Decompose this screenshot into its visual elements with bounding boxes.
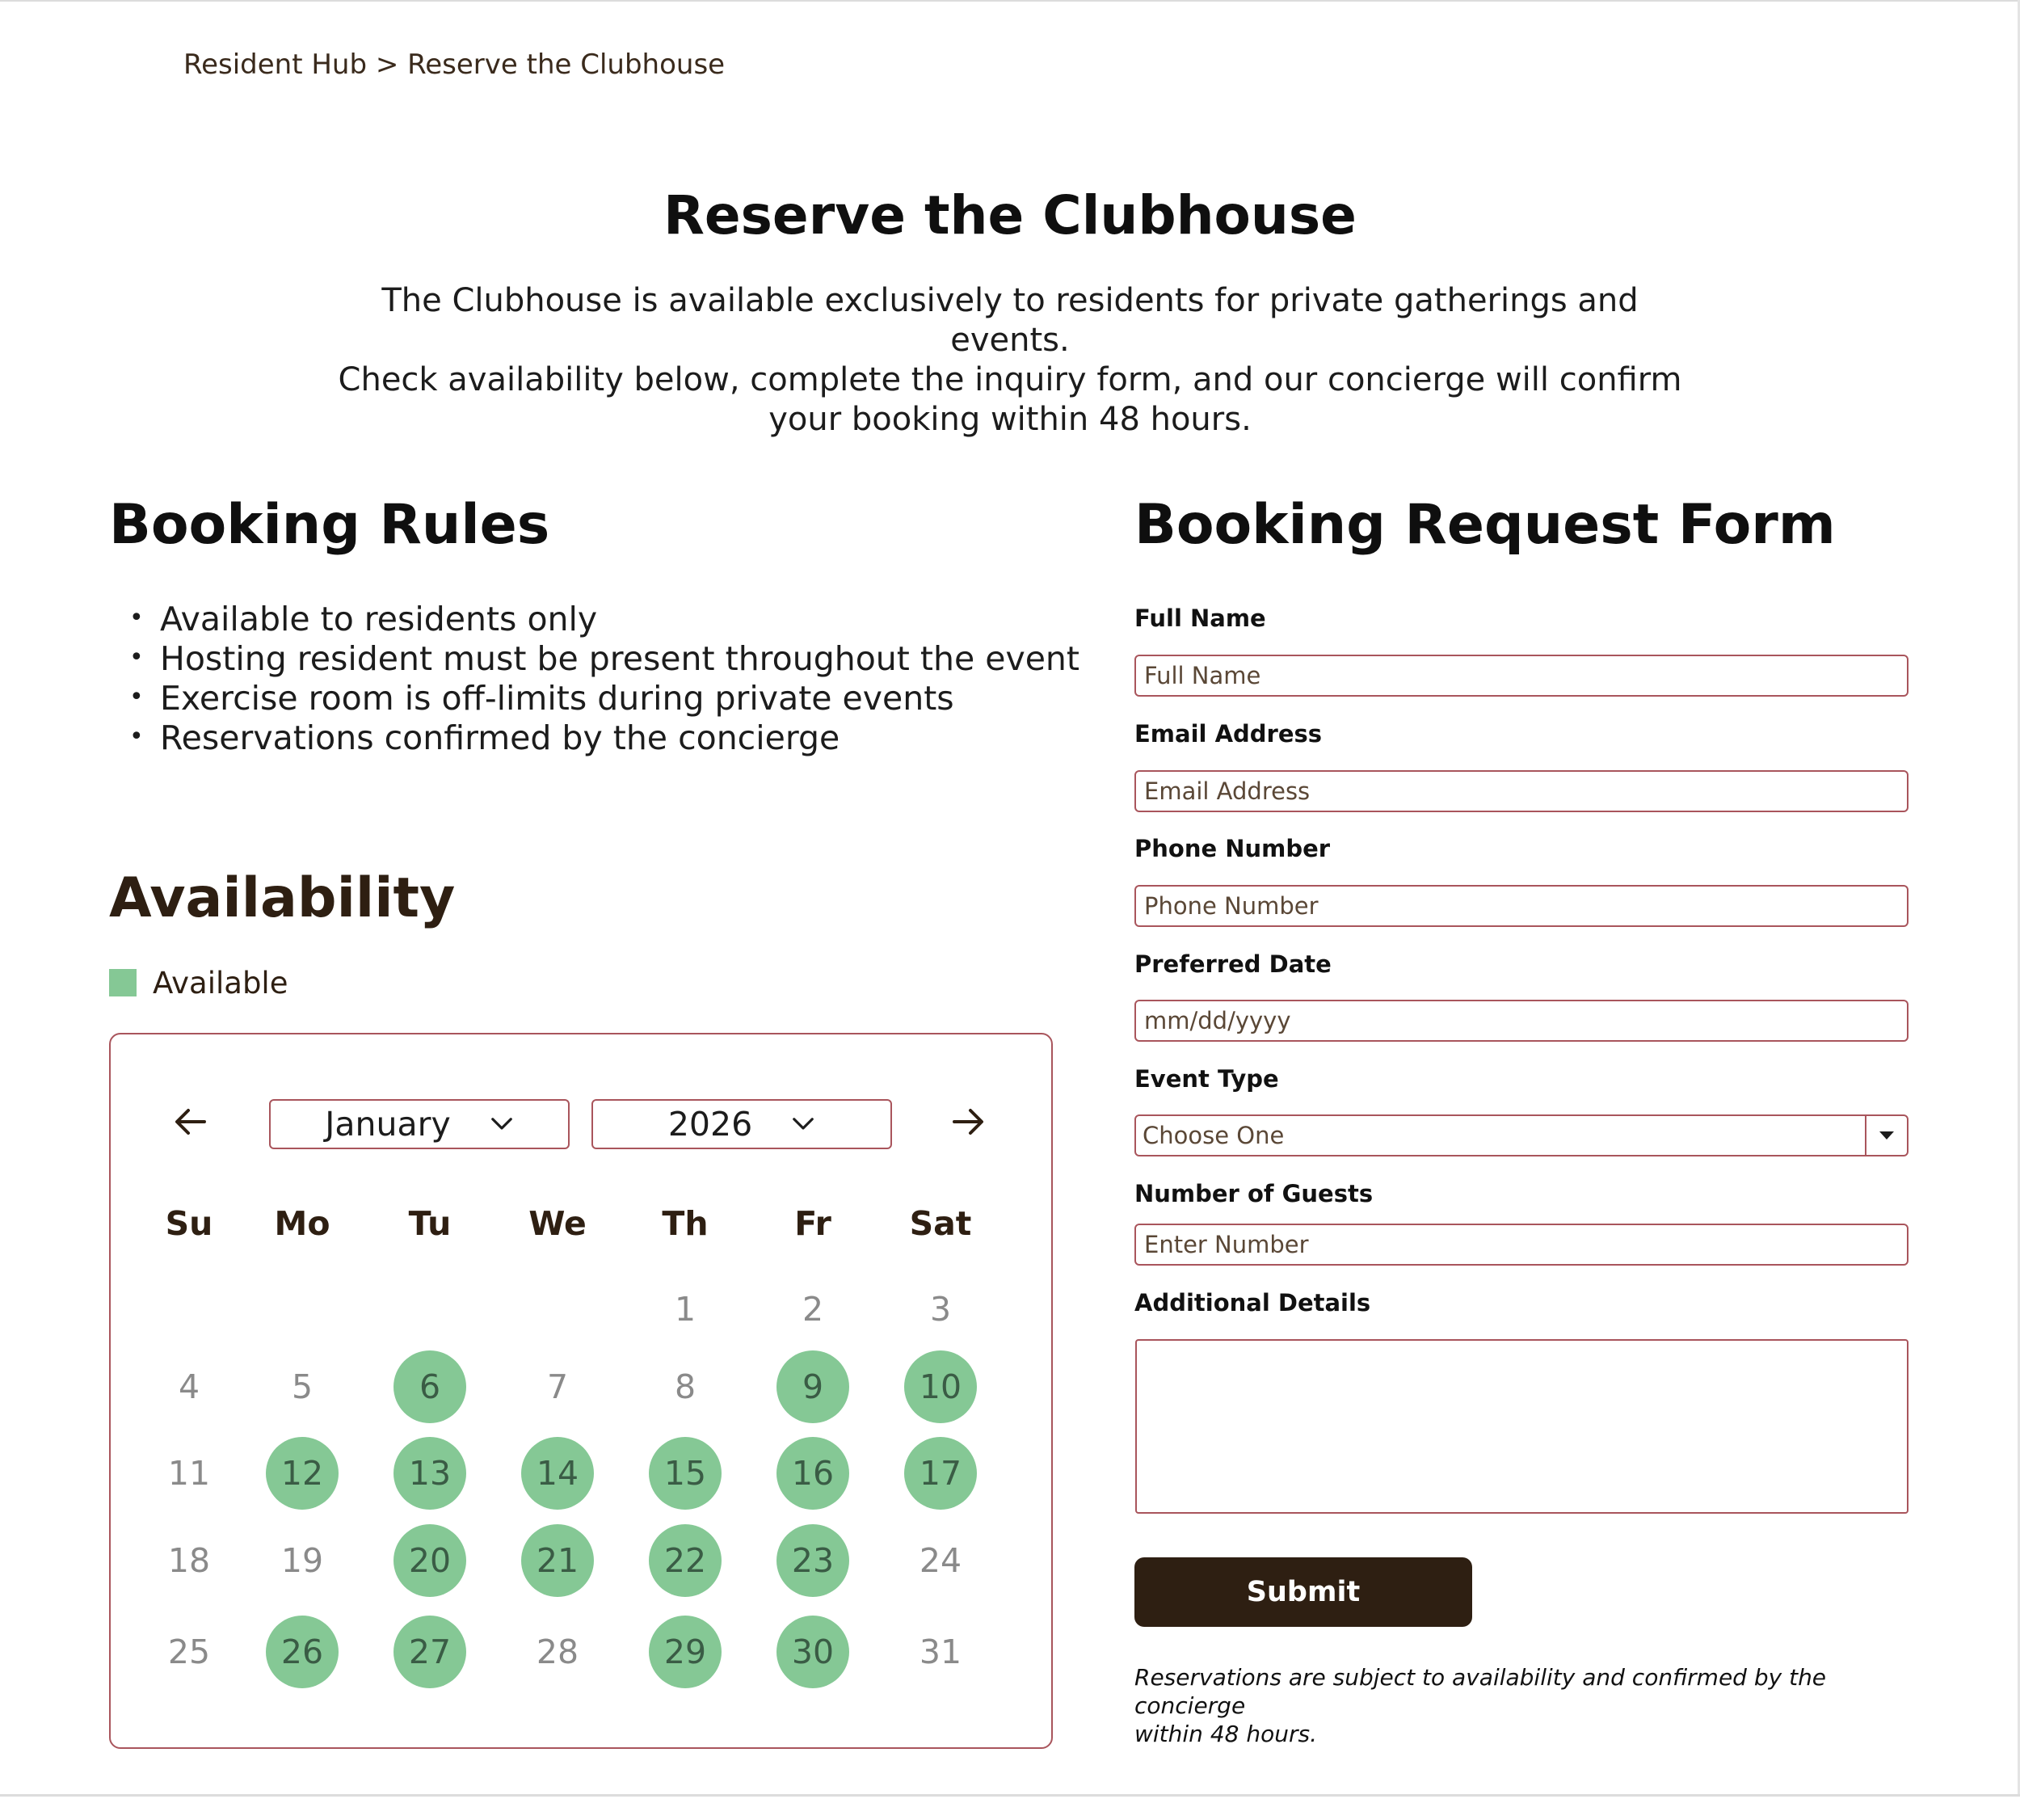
disclaimer	[1134, 1663, 1910, 1748]
calendar-day: 3	[929, 1290, 952, 1329]
calendar-day-available[interactable]: 12	[266, 1437, 339, 1510]
intro-text	[323, 281, 1697, 440]
calendar-day: 19	[280, 1541, 324, 1580]
phone-label: Phone Number	[1134, 835, 1331, 862]
submit-button[interactable]: Submit	[1134, 1557, 1472, 1627]
booking-form-title: Booking Request Form	[1134, 493, 1836, 557]
calendar-day-available[interactable]: 9	[776, 1350, 849, 1423]
rule-item: • Exercise room is off-limits during private events	[129, 679, 1079, 718]
full-name-input[interactable]	[1134, 655, 1908, 697]
calendar-day-available[interactable]: 15	[649, 1437, 722, 1510]
availability-legend	[109, 967, 288, 999]
calendar-day: 11	[167, 1454, 211, 1493]
calendar-day: 7	[546, 1367, 569, 1406]
calendar-day-available[interactable]: 13	[393, 1437, 466, 1510]
additional-details-textarea[interactable]	[1135, 1339, 1908, 1514]
breadcrumb[interactable]: Resident Hub > Reserve the Clubhouse	[183, 48, 726, 81]
page-title: Reserve the Clubhouse	[663, 184, 1357, 246]
event-type-label: Event Type	[1134, 1065, 1279, 1093]
legend-label: Available	[153, 965, 288, 1001]
disclaimer-line-1: Reservations are subject to availability and confirmed by the concierge	[1134, 1664, 1827, 1719]
top-border	[0, 0, 2020, 2]
calendar-day-available[interactable]: 6	[393, 1350, 466, 1423]
weekday-header: Fr	[794, 1204, 831, 1243]
calendar-day: 1	[674, 1290, 696, 1329]
event-type-value: Choose One	[1143, 1122, 1285, 1149]
preferred-date-label: Preferred Date	[1134, 950, 1332, 978]
calendar-day-available[interactable]: 30	[776, 1616, 849, 1688]
guests-input[interactable]	[1134, 1224, 1908, 1266]
calendar-day: 5	[291, 1367, 314, 1406]
calendar-day-available[interactable]: 29	[649, 1616, 722, 1688]
weekday-header: Th	[662, 1204, 709, 1243]
intro-line-3: your booking within 48 hours.	[768, 401, 1252, 438]
rule-item: • Reservations confirmed by the concierge	[129, 718, 1079, 758]
bottom-border	[0, 1794, 2020, 1797]
calendar-day: 4	[178, 1367, 200, 1406]
calendar-day-available[interactable]: 23	[776, 1524, 849, 1597]
availability-title: Availability	[109, 866, 456, 930]
arrow-left-icon	[172, 1102, 211, 1141]
caret-down-icon	[1878, 1130, 1896, 1141]
guests-label: Number of Guests	[1134, 1180, 1374, 1207]
year-select-value: 2026	[667, 1105, 753, 1144]
prev-month-button[interactable]	[167, 1097, 216, 1146]
year-select[interactable]	[591, 1099, 892, 1149]
calendar-day-available[interactable]: 10	[904, 1350, 977, 1423]
email-input[interactable]	[1134, 770, 1908, 812]
calendar-day: 18	[167, 1541, 211, 1580]
rule-item: • Available to residents only	[129, 600, 1079, 639]
booking-rules-title: Booking Rules	[109, 493, 550, 557]
weekday-header: Tu	[408, 1204, 452, 1243]
weekday-header: Mo	[274, 1204, 330, 1243]
event-type-select[interactable]	[1134, 1114, 1908, 1156]
calendar-day-available[interactable]: 21	[521, 1524, 594, 1597]
email-label: Email Address	[1134, 720, 1323, 748]
preferred-date-input[interactable]	[1134, 1000, 1908, 1042]
calendar-day: 2	[802, 1290, 824, 1329]
calendar-day: 24	[919, 1541, 962, 1580]
event-type-dropdown-button[interactable]	[1865, 1116, 1907, 1155]
intro-line-1: The Clubhouse is available exclusively to residents for private gatherings and events.	[381, 282, 1639, 359]
calendar-day-available[interactable]: 22	[649, 1524, 722, 1597]
calendar-day: 25	[167, 1633, 211, 1671]
calendar-day: 28	[536, 1633, 579, 1671]
calendar-day-available[interactable]: 16	[776, 1437, 849, 1510]
rule-item: • Hosting resident must be present throughout the event	[129, 639, 1079, 679]
booking-rules-list	[129, 600, 1079, 758]
weekday-header: Su	[165, 1204, 213, 1243]
calendar-day-available[interactable]: 20	[393, 1524, 466, 1597]
weekday-header: We	[528, 1204, 587, 1243]
additional-details-label: Additional Details	[1134, 1289, 1371, 1317]
calendar-day: 8	[674, 1367, 696, 1406]
full-name-label: Full Name	[1134, 605, 1266, 632]
calendar-day-available[interactable]: 27	[393, 1616, 466, 1688]
disclaimer-line-2: within 48 hours.	[1134, 1721, 1317, 1747]
calendar-day-available[interactable]: 17	[904, 1437, 977, 1510]
month-select-value: January	[325, 1105, 451, 1144]
next-month-button[interactable]	[943, 1097, 991, 1146]
calendar-day-available[interactable]: 14	[521, 1437, 594, 1510]
arrow-right-icon	[948, 1102, 987, 1141]
calendar-day: 31	[919, 1633, 962, 1671]
month-select[interactable]	[269, 1099, 570, 1149]
weekday-header: Sat	[909, 1204, 972, 1243]
intro-line-2: Check availability below, complete the inquiry form, and our concierge will confirm	[338, 361, 1682, 398]
phone-input[interactable]	[1134, 885, 1908, 927]
legend-swatch	[109, 969, 137, 996]
chevron-down-icon	[791, 1116, 815, 1132]
calendar-day-available[interactable]: 26	[266, 1616, 339, 1688]
chevron-down-icon	[490, 1116, 514, 1132]
